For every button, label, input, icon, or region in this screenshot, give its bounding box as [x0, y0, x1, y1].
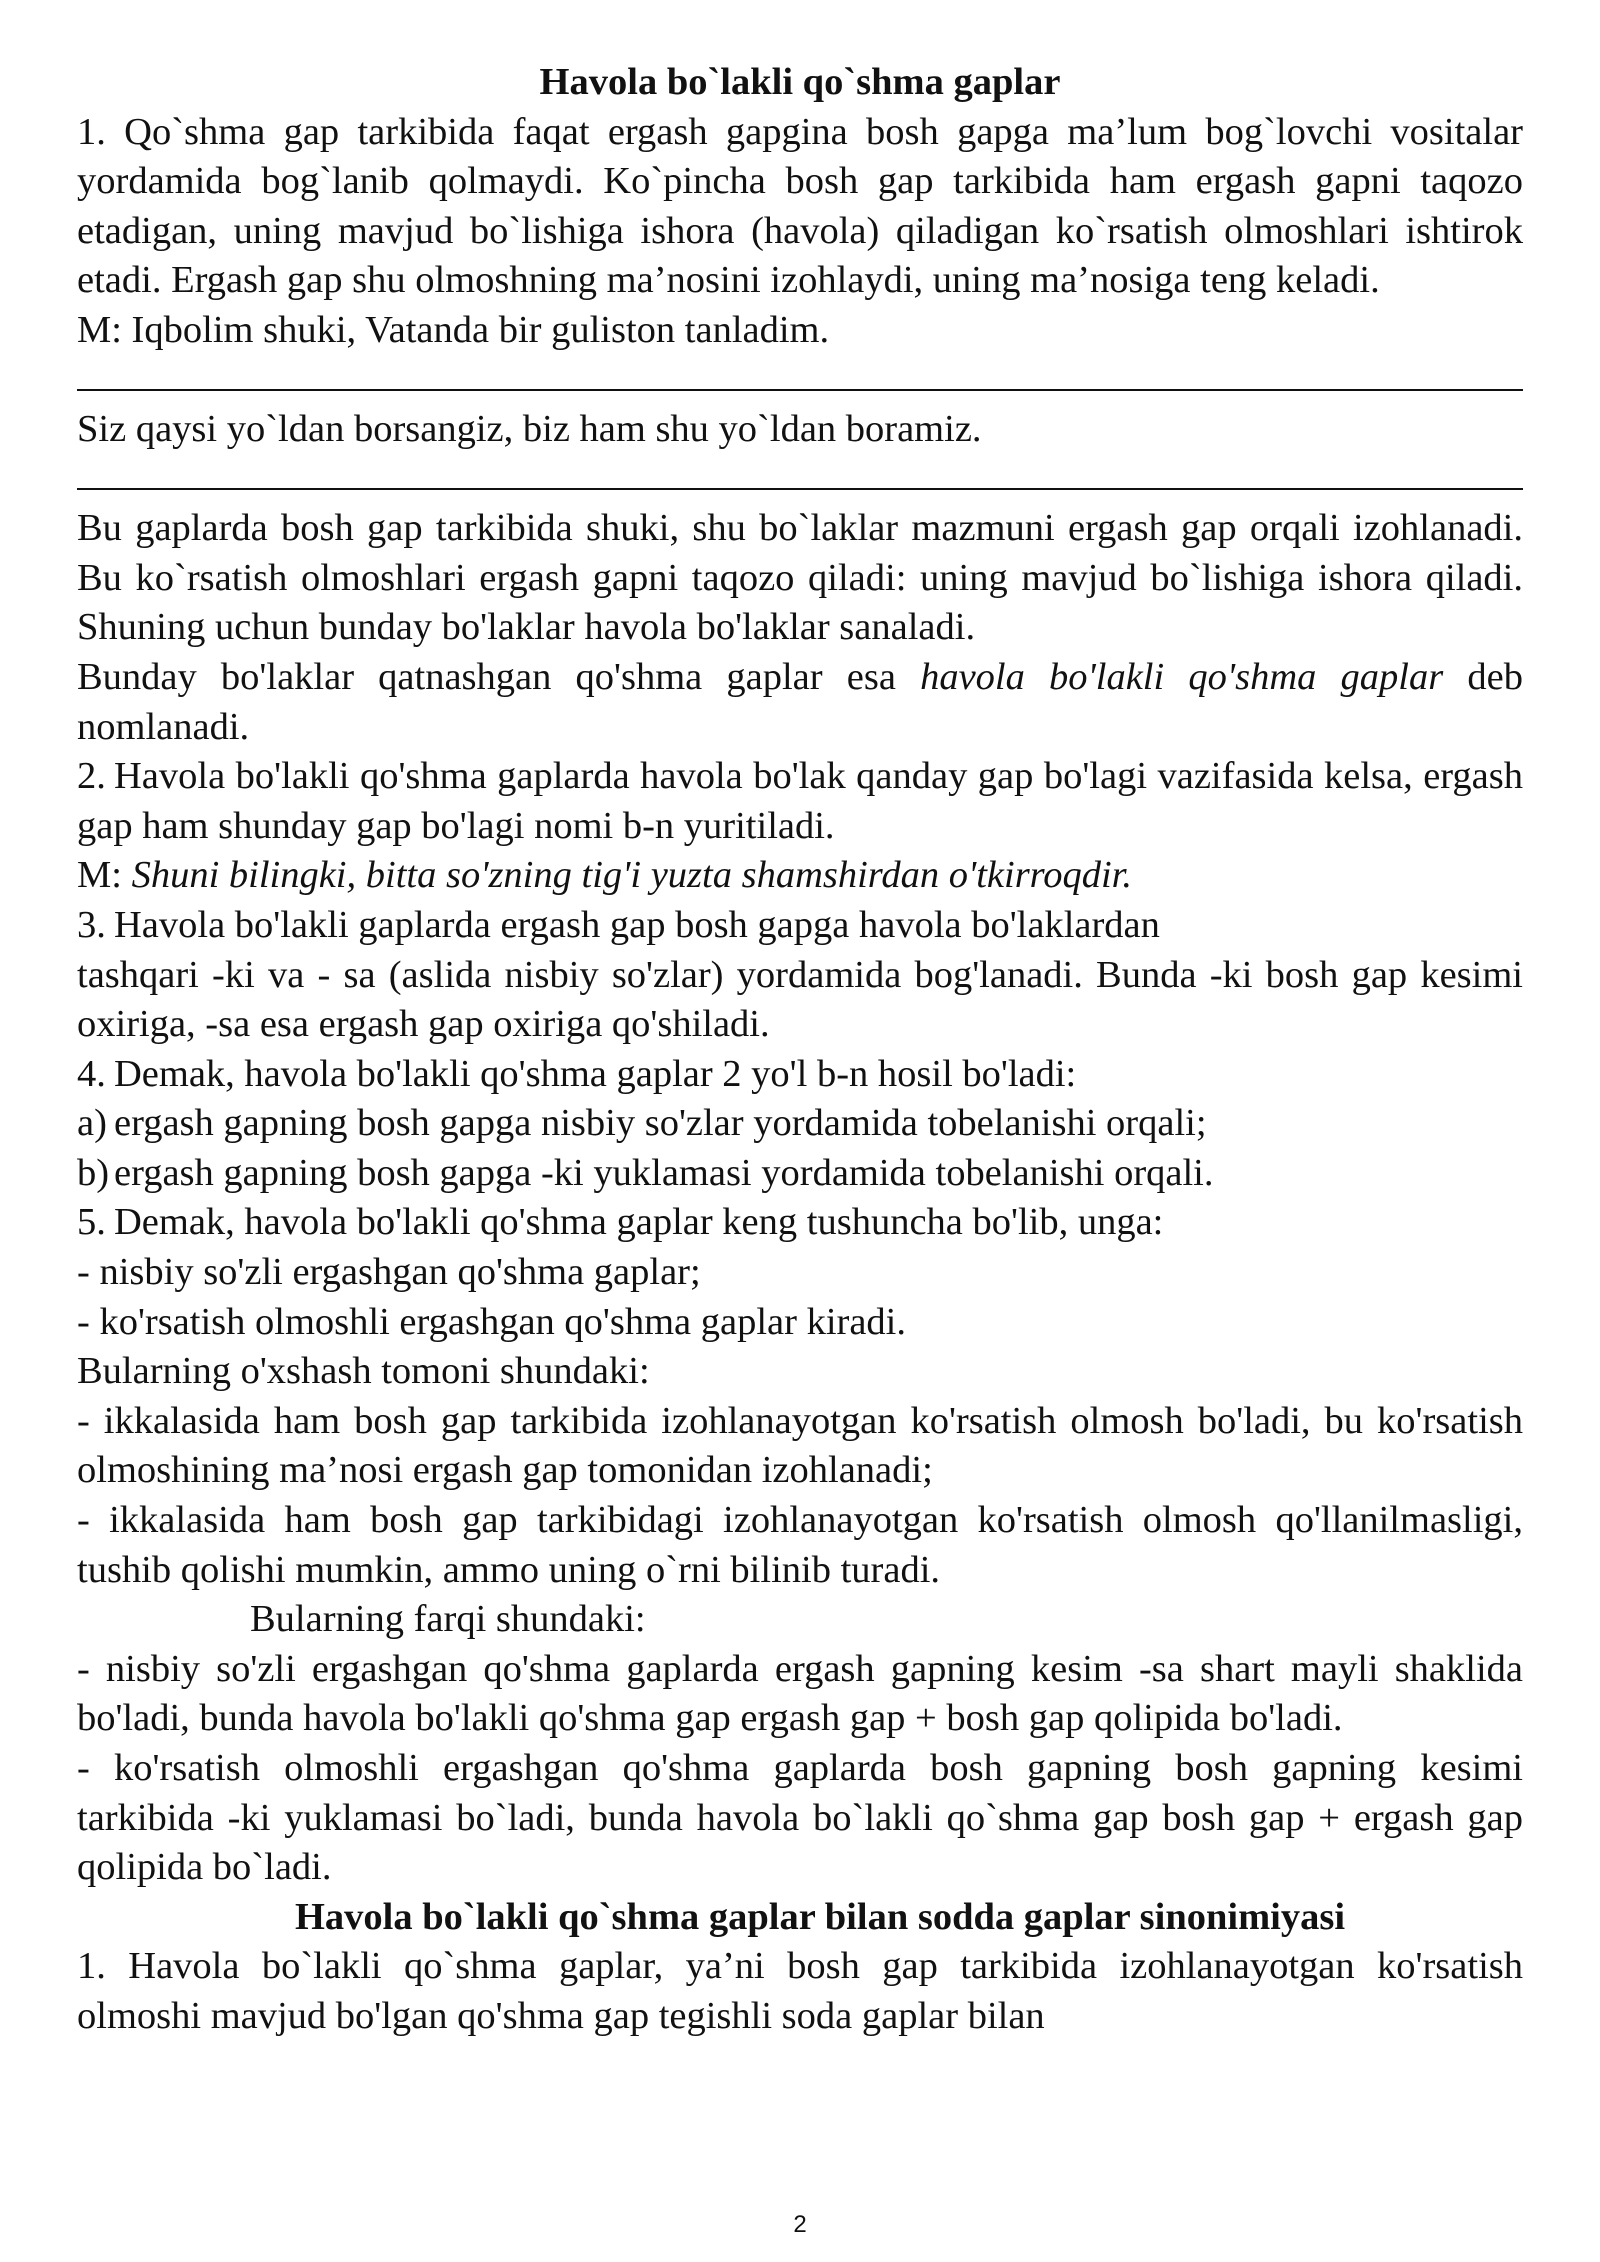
numbered-item-3: 3. Havola bo'lakli gaplarda ergash gap bosh gapga havola bo'laklardan: [77, 903, 1160, 946]
example-2: Siz qaysi yo`ldan borsangiz, biz ham shu yo`ldan boramiz.: [77, 407, 982, 450]
blank-line-2: [77, 454, 1523, 490]
difference-item-1: - nisbiy so'zli ergashgan qo'shma gaplarda ergash gapning kesim -sa shart mayli shaklida bo'ladi, bunda havola bo'lakli qo'shma gap ergash gap + bosh gap qolipida bo'ladi.: [77, 1647, 1523, 1740]
list-item-a: a) ergash gapning bosh gapga nisbiy so'zlar yordamida tobelanishi orqali;: [77, 1102, 1207, 1145]
term-highlight: havola bo'lakli qo'shma gaplar: [920, 655, 1444, 698]
numbered-item-2: 2. Havola bo'lakli qo'shma gaplarda havola bo'lak qanday gap bo'lagi vazifasida kelsa, ergash gap ham shunday gap bo'lagi nomi b-n yuritiladi.: [77, 755, 1523, 847]
dash-item-2: - ko'rsatish olmoshli ergashgan qo'shma gaplar kiradi.: [77, 1300, 906, 1343]
common-item-1: - ikkalasida ham bosh gap tarkibida izohlanayotgan ko'rsatish olmosh bo'ladi, bu ko'rsatish olmoshining ma’nosi ergash gap tomonidan izohlanadi;: [77, 1399, 1523, 1492]
common-heading: Bularning o'xshash tomoni shundaki:: [77, 1350, 650, 1393]
page-title: Havola bo`lakli qo`shma gaplar: [539, 61, 1061, 103]
difference-heading: Bularning farqi shundaki:: [250, 1598, 646, 1641]
difference-item-2: - ko'rsatish olmoshli ergashgan qo'shma gaplarda bosh gapning bosh gapning kesimi tarkibida -ki yuklamasi bo`ladi, bunda havola bo`lakli qo`shma gap bosh gap + ergash gap qolipida bo`ladi.: [77, 1747, 1523, 1889]
numbered-item-5: 5. Demak, havola bo'lakli qo'shma gaplar keng tushuncha bo'lib, unga:: [77, 1201, 1164, 1244]
example-3: M: Shuni bilingki, bitta so'zning tig'i yuzta shamshirdan o'tkirroqdir.: [77, 854, 1133, 897]
paragraph-2: Bu gaplarda bosh gap tarkibida shuki, shu bo`laklar mazmuni ergash gap orqali izohlanadi. Bu ko`rsatish olmoshlari ergash gapni taqozo qiladi: uning mavjud bo`lishiga ishora qiladi. Shuning uchun bunday bo'laklar havola bo'laklar sanaladi.: [77, 507, 1523, 649]
paragraph-1: 1. Qo`shma gap tarkibida faqat ergash gapgina bosh gapga ma’lum bog`lovchi vositalar yordamida bog`lanib qolmaydi. Ko`pincha bosh gap tarkibida ham ergash gapni taqozo etadigan, uning mavjud bo`lishiga ishora (havola) qiladigan ko`rsatish olmoshlari ishtirok etadi. Ergash gap shu olmoshning ma’nosini izohlaydi, uning ma’nosiga teng keladi.: [77, 110, 1523, 302]
common-item-2: - ikkalasida ham bosh gap tarkibidagi izohlanayotgan ko'rsatish olmosh qo'llanilmasligi, tushib qolishi mumkin, ammo uning o`rni bilinib turadi.: [77, 1499, 1523, 1591]
numbered-item-4: 4. Demak, havola bo'lakli qo'shma gaplar 2 yo'l b-n hosil bo'ladi:: [77, 1052, 1077, 1095]
last-paragraph: 1. Havola bo`lakli qo`shma gaplar, ya’ni bosh gap tarkibida izohlanayotgan ko'rsatish olmoshi mavjud bo'lgan qo'shma gap tegishli soda gaplar bilan: [77, 1945, 1523, 2037]
dash-item-1: - nisbiy so'zli ergashgan qo'shma gaplar;: [77, 1251, 701, 1294]
list-item-b: b) ergash gapning bosh gapga -ki yuklamasi yordamida tobelanishi orqali.: [77, 1151, 1214, 1194]
numbered-item-3-cont: tashqari -ki va - sa (aslida nisbiy so'zlar) yordamida bog'lanadi. Bunda -ki bosh gap kesimi oxiriga, -sa esa ergash gap oxiriga qo'shiladi.: [77, 953, 1523, 1046]
page-number: 2: [793, 2211, 807, 2238]
example-1: M: Iqbolim shuki, Vatanda bir guliston tanladim.: [77, 308, 830, 351]
blank-line-1: [77, 356, 1523, 391]
section-title: Havola bo`lakli qo`shma gaplar bilan sodda gaplar sinonimiyasi: [294, 1895, 1346, 1938]
paragraph-3: Bunday bo'laklar qatnashgan qo'shma gaplar esa havola bo'lakli qo'shma gaplar deb nomlanadi.: [77, 655, 1523, 748]
